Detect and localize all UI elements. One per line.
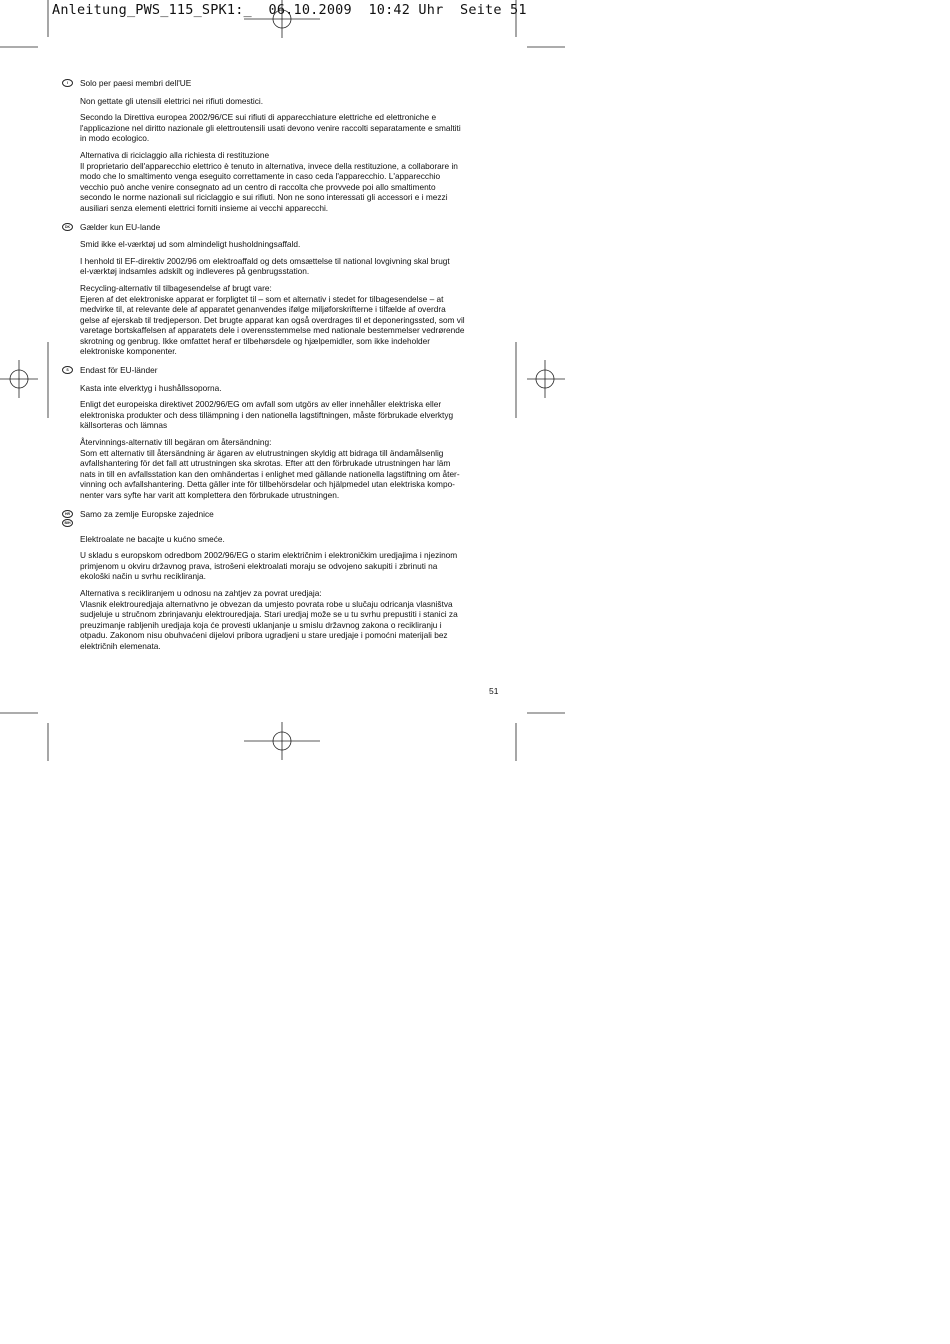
paragraph: Secondo la Direttiva europea 2002/96/CE sui rifiuti di apparecchiature elettriche ed elettroniche e l'applicazione nel diritto nazionale gli elettroutensili usati devono venire raccolti separatamente e smaltiti in modo ecologico. — [80, 112, 461, 144]
paragraph: Alternativa s recikliranjem u odnosu na zahtjev za povrat uredjaja: Vlasnik elektrouredjaja alternativno je obvezan da umjesto povrata robe u slučaju odricanja vlasništva sudjeluje u stručnom zbrinjavanju elektrouredjaja. Stari uredjaj može se u tu svrhu prepustiti i stanici za preuzimanje rabljenih uredjaja koja će provesti uklanjanje u smislu državnog zakona o recikliranju i otpadu. Zakonom nisu obuhvaćeni dijelovi pribora ugradjeni u stare uredjaje i pomoćni materijali bez električnih elemenata. — [80, 587, 458, 651]
page-number: 51 — [489, 686, 499, 696]
section-body — [80, 96, 502, 214]
paragraph: Smid ikke el-værktøj ud som almindeligt husholdningsaffald. — [80, 239, 301, 250]
print-header: Anleitung_PWS_115_SPK1:_ 06.10.2009 10:42 Uhr Seite 51 — [52, 2, 527, 18]
section-title: Samo za zemlje Europske zajednice — [80, 508, 214, 519]
section-swedish — [62, 365, 502, 501]
paragraph: Non gettate gli utensili elettrici nei rifiuti domestici. — [80, 95, 264, 106]
language-badge-icon: I — [62, 79, 73, 87]
language-badges — [62, 78, 80, 87]
language-badges — [62, 365, 80, 374]
section-heading — [62, 78, 502, 89]
section-heading — [62, 365, 502, 376]
section-body — [80, 383, 502, 501]
language-badges — [62, 509, 80, 527]
language-badge-icon: HR — [62, 510, 73, 518]
language-badge-icon: DK — [62, 223, 73, 231]
paragraph: Enligt det europeiska direktivet 2002/96/EG om avfall som utgörs av eller innehåller elektriska eller elektroniska produkter och dess tillämpning i den nationella lagstiftningen, måste förbrukade elverktyg källsorteras och lämnas — [80, 399, 454, 431]
paragraph: Alternativa di riciclaggio alla richiesta di restituzione Il proprietario dell'apparecchio elettrico è tenuto in alternativa, invece della restituzione, a collaborare in modo che lo smaltimento venga eseguito correttamente in caso ceda l'apparecchio. L'apparecchio vecchio può anche venire consegnato ad un centro di raccolta che provvede poi allo smaltimento secondo le norme nazionali sul riciclaggio e sui rifiuti. Non ne sono interessati gli accessori e i mezzi ausiliari senza elementi elettrici forniti insieme ai vecchi apparecchi. — [80, 149, 458, 213]
section-heading — [62, 222, 502, 233]
language-badge-icon: BIH — [62, 519, 73, 527]
registration-mark-right — [516, 342, 565, 418]
section-danish — [62, 222, 502, 358]
paragraph: Kasta inte elverktyg i hushållssoporna. — [80, 382, 222, 393]
paragraph: I henhold til EF-direktiv 2002/96 om elektroaffald og dets omsættelse til national lovgivning skal brugt el-værktøj indsamles adskilt og indleveres på genbrugsstation. — [80, 255, 450, 277]
section-croatian-bosnian — [62, 509, 502, 652]
paragraph: Recycling-alternativ til tilbagesendelse af brugt vare: Ejeren af det elektroniske apparat er forpligtet til – som et alternativ i stedet for tilbagesendelse – at medvirke til, at relevante dele af apparatet genanvendes ifølge miljøforskrifterne i tilfælde af overdra gelse af ejerskab til tredjeperson. Det brugte apparat kan også overdrages til et deponeringssted, som vil varetage bortskaffelsen af apparatets dele i overensstemmelse med nationale bestemmelser vedrørende skrotning og genbrug. Ikke omfattet heraf er tilbehørsdele og hjælpemidler, som ikke indeholder elektroniske komponenter. — [80, 282, 465, 357]
section-heading — [62, 509, 502, 527]
paragraph: Återvinnings-alternativ till begäran om återsändning: Som ett alternativ till återsändning är ägaren av elutrustningen skyldig att bidraga till ändamålsenlig avfallshantering för det fall att utrustningen ska skrotas. Efter att den förbrukade utrustningen har läm nats in till en avfallsstation kan den omhändertas i enlighet med gällande nationella lagstiftning om åter- vinning och avfallshantering. Detta gäller inte för tillbehörsdelar och hjälpmedel utan elektriska kompo- nenter vars syfte har varit att komplettera den förbrukade utrustningen. — [80, 437, 460, 500]
section-italian — [62, 78, 502, 214]
section-title: Solo per paesi membri dell'UE — [80, 78, 192, 88]
registration-mark-top — [244, 0, 320, 38]
language-badge-icon: S — [62, 366, 73, 374]
paragraph: U skladu s europskom odredbom 2002/96/EG o starim električnim i elektroničkim uredjajima i njezinom primjenom u okviru državnog prava, istrošeni elektroalati moraju se odvojeno sakupiti i zbrinuti na ekološki način u svrhu recikliranja. — [80, 550, 458, 582]
document-body — [62, 78, 502, 660]
section-title: Gælder kun EU-lande — [80, 221, 161, 232]
section-title: Endast för EU-länder — [80, 365, 158, 376]
section-body — [80, 239, 502, 357]
registration-mark-left — [0, 342, 48, 418]
registration-mark-bottom — [244, 722, 320, 760]
section-body — [80, 534, 502, 652]
paragraph: Elektroalate ne bacajte u kućno smeće. — [80, 533, 225, 544]
language-badges — [62, 222, 80, 231]
